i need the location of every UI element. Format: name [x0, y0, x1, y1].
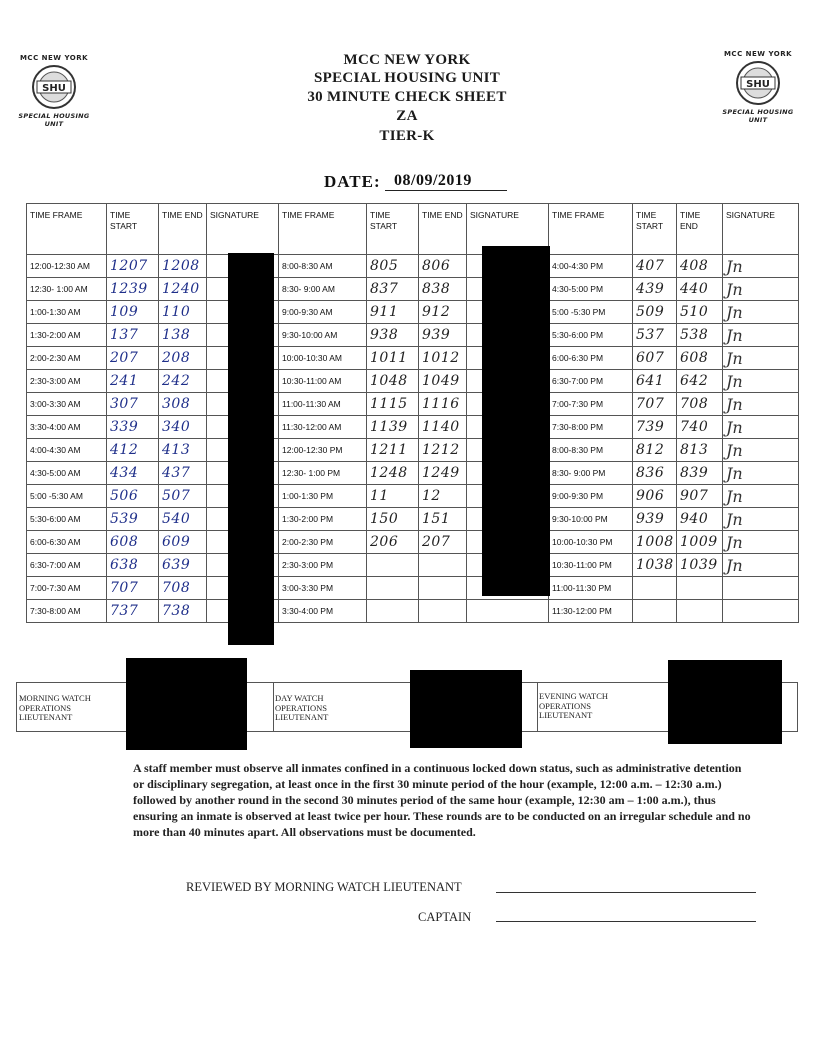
- logo-top-text: MCC NEW YORK: [723, 50, 793, 58]
- time-frame-cell: 9:00-9:30 PM: [549, 485, 633, 508]
- header-time-start: TIME START: [367, 204, 419, 255]
- time-end-cell: 740: [677, 416, 723, 439]
- time-frame-cell: 3:30-4:00 AM: [27, 416, 107, 439]
- time-frame-cell: 10:30-11:00 PM: [549, 554, 633, 577]
- time-end-cell: 308: [159, 393, 207, 416]
- signature-cell: Jn: [723, 301, 799, 324]
- time-end-cell: 839: [677, 462, 723, 485]
- time-frame-cell: 1:00-1:30 AM: [27, 301, 107, 324]
- time-start-cell: 939: [633, 508, 677, 531]
- table-row: [27, 462, 799, 485]
- header-time-end: TIME END: [677, 204, 723, 255]
- time-end-cell: 642: [677, 370, 723, 393]
- time-start-cell: 537: [633, 324, 677, 347]
- day-lieutenant-label: DAY WATCH OPERATIONS LIEUTENANT: [275, 693, 329, 722]
- table-row: [27, 416, 799, 439]
- time-frame-cell: 11:00-11:30 AM: [279, 393, 367, 416]
- table-row: [27, 600, 799, 623]
- signature-cell: [723, 577, 799, 600]
- time-end-cell: 208: [159, 347, 207, 370]
- time-end-cell: 138: [159, 324, 207, 347]
- time-start-cell: 412: [107, 439, 159, 462]
- range-label: ZA: [396, 108, 418, 124]
- morning-lieutenant-label: MORNING WATCH OPERATIONS LIEUTENANT: [19, 693, 91, 722]
- time-start-cell: 407: [633, 255, 677, 278]
- time-start-cell: 707: [633, 393, 677, 416]
- time-start-cell: [367, 577, 419, 600]
- time-end-cell: 540: [159, 508, 207, 531]
- evening-lieutenant-label: EVENING WATCH OPERATIONS LIEUTENANT: [539, 691, 609, 720]
- time-frame-cell: 2:30-3:00 AM: [27, 370, 107, 393]
- time-frame-cell: 5:00 -5:30 AM: [27, 485, 107, 508]
- time-end-cell: 507: [159, 485, 207, 508]
- time-end-cell: 609: [159, 531, 207, 554]
- time-frame-cell: 3:30-4:00 PM: [279, 600, 367, 623]
- signature-cell: Jn: [723, 278, 799, 301]
- date-label: DATE:: [324, 172, 381, 191]
- time-frame-cell: 7:30-8:00 PM: [549, 416, 633, 439]
- time-end-cell: 242: [159, 370, 207, 393]
- reviewed-by-label: REVIEWED BY MORNING WATCH LIEUTENANT: [186, 880, 462, 894]
- captain-line: [496, 921, 756, 922]
- time-start-cell: 607: [633, 347, 677, 370]
- time-frame-cell: 10:00-10:30 AM: [279, 347, 367, 370]
- time-start-cell: 1115: [367, 393, 419, 416]
- time-end-cell: 838: [419, 278, 467, 301]
- time-start-cell: 737: [107, 600, 159, 623]
- time-start-cell: [367, 600, 419, 623]
- header-time-frame: TIME FRAME: [279, 204, 367, 255]
- time-frame-cell: 8:00-8:30 PM: [549, 439, 633, 462]
- time-start-cell: 137: [107, 324, 159, 347]
- header-time-start: TIME START: [633, 204, 677, 255]
- signature-cell: Jn: [723, 370, 799, 393]
- signature-cell: Jn: [723, 485, 799, 508]
- time-end-cell: 1012: [419, 347, 467, 370]
- time-start-cell: [633, 600, 677, 623]
- signature-cell: Jn: [723, 531, 799, 554]
- time-end-cell: 1039: [677, 554, 723, 577]
- time-end-cell: 940: [677, 508, 723, 531]
- redaction-day-signature: [482, 246, 550, 596]
- time-frame-cell: 8:00-8:30 AM: [279, 255, 367, 278]
- time-start-cell: 1038: [633, 554, 677, 577]
- time-start-cell: 539: [107, 508, 159, 531]
- time-frame-cell: 4:30-5:00 AM: [27, 462, 107, 485]
- table-row: [27, 485, 799, 508]
- time-end-cell: 1240: [159, 278, 207, 301]
- time-end-cell: 110: [159, 301, 207, 324]
- time-start-cell: 506: [107, 485, 159, 508]
- sheet-title: 30 MINUTE CHECK SHEET: [307, 89, 507, 105]
- redaction-evening-lieutenant: [668, 660, 782, 744]
- logo-bottom-text: SPECIAL HOUSING UNIT: [722, 108, 794, 124]
- header-time-frame: TIME FRAME: [549, 204, 633, 255]
- time-start-cell: 241: [107, 370, 159, 393]
- logo-top-text: MCC NEW YORK: [19, 54, 89, 62]
- time-frame-cell: 7:00-7:30 AM: [27, 577, 107, 600]
- time-frame-cell: 10:00-10:30 PM: [549, 531, 633, 554]
- policy-paragraph: A staff member must observe all inmates confined in a continuous locked down status, such as administrative detention or disciplinary segregation, at least once in the first 30 minute period of the hour (example, 12:00 a.m. – 12:30 a.m.) followed by another round in the second 30 minutes period of the same hour (example, 12:30 am – 1:00 a.m.), thus ensuring an inmate is observed at least twice per hour. These rounds are to be conducted on an irregular schedule and no more than 40 minutes apart. All observations must be documented.: [133, 761, 751, 839]
- signature-cell: Jn: [723, 416, 799, 439]
- redaction-morning-lieutenant: [126, 658, 247, 750]
- header-time-end: TIME END: [159, 204, 207, 255]
- time-frame-cell: 9:00-9:30 AM: [279, 301, 367, 324]
- time-start-cell: 938: [367, 324, 419, 347]
- signature-cell: [723, 600, 799, 623]
- logo-center-text: SHU: [746, 79, 770, 90]
- time-start-cell: 911: [367, 301, 419, 324]
- time-end-cell: 1212: [419, 439, 467, 462]
- time-start-cell: 1048: [367, 370, 419, 393]
- signature-cell: [467, 600, 549, 623]
- header-time-end: TIME END: [419, 204, 467, 255]
- time-end-cell: 437: [159, 462, 207, 485]
- time-start-cell: [633, 577, 677, 600]
- redaction-morning-signature: [228, 253, 274, 645]
- time-end-cell: [419, 600, 467, 623]
- time-start-cell: 1011: [367, 347, 419, 370]
- time-start-cell: 608: [107, 531, 159, 554]
- logo-center-text: SHU: [42, 83, 66, 94]
- table-row: [27, 531, 799, 554]
- time-end-cell: [419, 554, 467, 577]
- time-start-cell: 1008: [633, 531, 677, 554]
- signature-cell: Jn: [723, 324, 799, 347]
- time-frame-cell: 6:00-6:30 PM: [549, 347, 633, 370]
- time-start-cell: 307: [107, 393, 159, 416]
- time-start-cell: 837: [367, 278, 419, 301]
- time-end-cell: 12: [419, 485, 467, 508]
- time-end-cell: 510: [677, 301, 723, 324]
- time-start-cell: 1207: [107, 255, 159, 278]
- table-row: [27, 347, 799, 370]
- time-end-cell: 207: [419, 531, 467, 554]
- time-frame-cell: 8:30- 9:00 AM: [279, 278, 367, 301]
- header-time-frame: TIME FRAME: [27, 204, 107, 255]
- time-frame-cell: 7:30-8:00 AM: [27, 600, 107, 623]
- table-row: [27, 439, 799, 462]
- time-end-cell: 907: [677, 485, 723, 508]
- table-row: [27, 324, 799, 347]
- time-frame-cell: 9:30-10:00 AM: [279, 324, 367, 347]
- time-end-cell: 1116: [419, 393, 467, 416]
- time-start-cell: 812: [633, 439, 677, 462]
- time-frame-cell: 11:30-12:00 AM: [279, 416, 367, 439]
- time-start-cell: 1239: [107, 278, 159, 301]
- table-row: [27, 508, 799, 531]
- time-frame-cell: 4:00-4:30 PM: [549, 255, 633, 278]
- time-start-cell: 509: [633, 301, 677, 324]
- time-frame-cell: 2:30-3:00 PM: [279, 554, 367, 577]
- header-signature: SIGNATURE: [467, 204, 549, 255]
- time-start-cell: 739: [633, 416, 677, 439]
- time-frame-cell: 1:30-2:00 PM: [279, 508, 367, 531]
- time-frame-cell: 3:00-3:30 PM: [279, 577, 367, 600]
- time-end-cell: 440: [677, 278, 723, 301]
- time-start-cell: 339: [107, 416, 159, 439]
- table-row: [27, 301, 799, 324]
- time-frame-cell: 9:30-10:00 PM: [549, 508, 633, 531]
- time-start-cell: 641: [633, 370, 677, 393]
- time-frame-cell: 6:00-6:30 AM: [27, 531, 107, 554]
- time-frame-cell: 1:00-1:30 PM: [279, 485, 367, 508]
- facility-title: MCC NEW YORK: [343, 52, 471, 68]
- time-frame-cell: 12:00-12:30 AM: [27, 255, 107, 278]
- time-start-cell: 150: [367, 508, 419, 531]
- time-start-cell: 434: [107, 462, 159, 485]
- time-frame-cell: 5:30-6:00 AM: [27, 508, 107, 531]
- time-end-cell: 608: [677, 347, 723, 370]
- time-frame-cell: 1:30-2:00 AM: [27, 324, 107, 347]
- time-frame-cell: 11:00-11:30 PM: [549, 577, 633, 600]
- signature-cell: Jn: [723, 255, 799, 278]
- time-start-cell: 206: [367, 531, 419, 554]
- time-end-cell: 939: [419, 324, 467, 347]
- header-signature: SIGNATURE: [207, 204, 279, 255]
- time-frame-cell: 5:00 -5:30 PM: [549, 301, 633, 324]
- signature-cell: Jn: [723, 439, 799, 462]
- time-end-cell: 1249: [419, 462, 467, 485]
- time-end-cell: 806: [419, 255, 467, 278]
- time-start-cell: 11: [367, 485, 419, 508]
- time-start-cell: 1248: [367, 462, 419, 485]
- table-row: [27, 577, 799, 600]
- time-end-cell: 1009: [677, 531, 723, 554]
- signature-cell: Jn: [723, 462, 799, 485]
- table-header-row: [27, 204, 799, 255]
- signature-cell: Jn: [723, 554, 799, 577]
- time-end-cell: 1140: [419, 416, 467, 439]
- time-start-cell: [367, 554, 419, 577]
- time-start-cell: 906: [633, 485, 677, 508]
- time-end-cell: 413: [159, 439, 207, 462]
- time-frame-cell: 2:00-2:30 PM: [279, 531, 367, 554]
- time-frame-cell: 3:00-3:30 AM: [27, 393, 107, 416]
- date-underline: [385, 190, 507, 191]
- time-end-cell: 813: [677, 439, 723, 462]
- time-start-cell: 805: [367, 255, 419, 278]
- time-end-cell: 708: [159, 577, 207, 600]
- time-start-cell: 1211: [367, 439, 419, 462]
- redaction-day-lieutenant: [410, 670, 522, 748]
- table-row: [27, 393, 799, 416]
- time-end-cell: 151: [419, 508, 467, 531]
- time-end-cell: 408: [677, 255, 723, 278]
- table-row: [27, 370, 799, 393]
- time-end-cell: 708: [677, 393, 723, 416]
- time-frame-cell: 8:30- 9:00 PM: [549, 462, 633, 485]
- table-row: [27, 255, 799, 278]
- time-end-cell: [677, 577, 723, 600]
- time-frame-cell: 7:00-7:30 PM: [549, 393, 633, 416]
- time-frame-cell: 4:30-5:00 PM: [549, 278, 633, 301]
- time-start-cell: 836: [633, 462, 677, 485]
- table-row: [27, 554, 799, 577]
- logo-bottom-text: SPECIAL HOUSING UNIT: [18, 112, 90, 128]
- time-frame-cell: 5:30-6:00 PM: [549, 324, 633, 347]
- time-start-cell: 1139: [367, 416, 419, 439]
- time-frame-cell: 4:00-4:30 AM: [27, 439, 107, 462]
- signature-cell: Jn: [723, 347, 799, 370]
- time-frame-cell: 10:30-11:00 AM: [279, 370, 367, 393]
- time-end-cell: [677, 600, 723, 623]
- time-end-cell: 1208: [159, 255, 207, 278]
- table-row: [27, 278, 799, 301]
- reviewed-by-line: [496, 892, 756, 893]
- time-frame-cell: 12:00-12:30 PM: [279, 439, 367, 462]
- header-time-start: TIME START: [107, 204, 159, 255]
- time-end-cell: 738: [159, 600, 207, 623]
- time-end-cell: 639: [159, 554, 207, 577]
- time-end-cell: [419, 577, 467, 600]
- time-start-cell: 638: [107, 554, 159, 577]
- time-start-cell: 707: [107, 577, 159, 600]
- time-frame-cell: 11:30-12:00 PM: [549, 600, 633, 623]
- date-value: 08/09/2019: [394, 172, 472, 189]
- time-end-cell: 538: [677, 324, 723, 347]
- time-frame-cell: 6:30-7:00 PM: [549, 370, 633, 393]
- signature-cell: Jn: [723, 393, 799, 416]
- header-signature: SIGNATURE: [723, 204, 799, 255]
- time-frame-cell: 12:30- 1:00 AM: [27, 278, 107, 301]
- time-start-cell: 439: [633, 278, 677, 301]
- captain-label: CAPTAIN: [418, 910, 472, 924]
- time-frame-cell: 6:30-7:00 AM: [27, 554, 107, 577]
- time-end-cell: 1049: [419, 370, 467, 393]
- time-start-cell: 207: [107, 347, 159, 370]
- signature-cell: Jn: [723, 508, 799, 531]
- time-frame-cell: 12:30- 1:00 PM: [279, 462, 367, 485]
- time-end-cell: 340: [159, 416, 207, 439]
- time-end-cell: 912: [419, 301, 467, 324]
- check-sheet-table: [26, 203, 799, 623]
- unit-title: SPECIAL HOUSING UNIT: [313, 70, 501, 86]
- time-start-cell: 109: [107, 301, 159, 324]
- time-frame-cell: 2:00-2:30 AM: [27, 347, 107, 370]
- tier-label: TIER-K: [379, 128, 435, 144]
